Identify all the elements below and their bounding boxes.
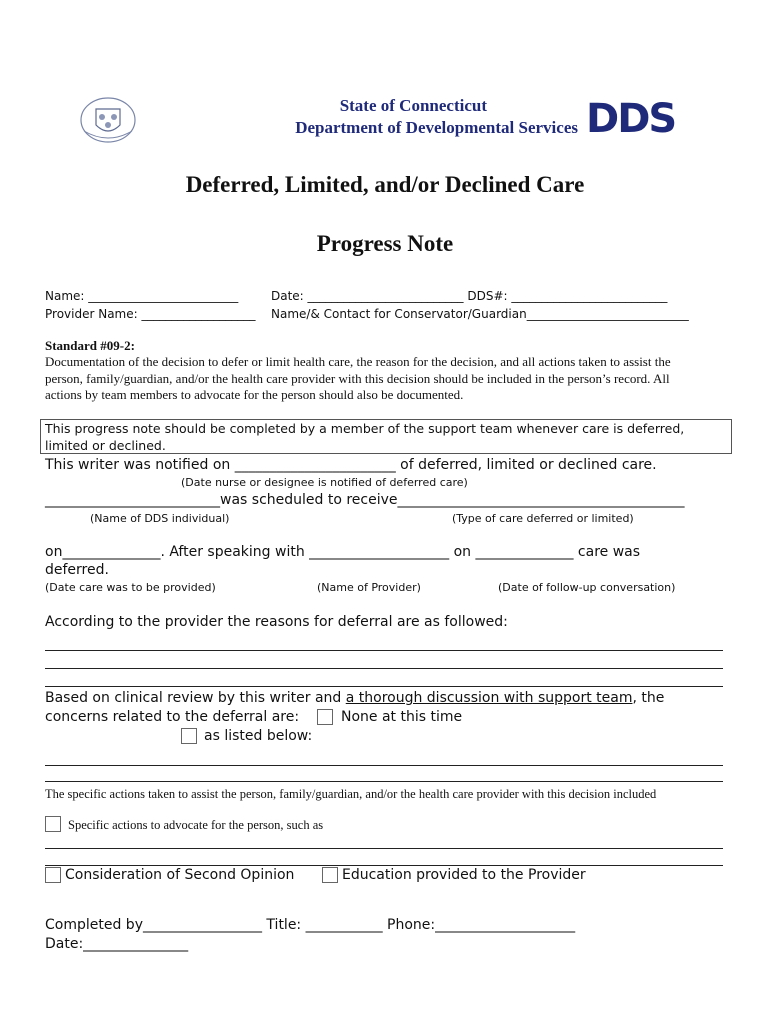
- completed-by-line[interactable]: Completed by_________________ Title: ___________ Phone:____________________: [45, 917, 576, 933]
- dds-logo: [586, 96, 676, 146]
- dds-logo-text: DDS: [586, 96, 676, 142]
- concerns-line-1[interactable]: [45, 765, 723, 766]
- date-dds-field[interactable]: Date: __________________________ DDS#: __________________________: [271, 289, 668, 303]
- clinical-text-b: , the: [632, 690, 665, 706]
- provider-name-field[interactable]: Provider Name: ___________________: [45, 307, 256, 321]
- scheduled-hint-care-type: (Type of care deferred or limited): [452, 512, 634, 525]
- advocate-checkbox[interactable]: [45, 816, 61, 832]
- clinical-line-1: [45, 690, 664, 706]
- reasons-line-1[interactable]: [45, 650, 723, 651]
- form-subtitle: Progress Note: [316, 231, 454, 256]
- speaking-hint-date: (Date care was to be provided): [45, 581, 216, 594]
- guardian-contact-field[interactable]: Name/& Contact for Conservator/Guardian___________________________: [271, 307, 689, 321]
- reasons-line-3[interactable]: [45, 686, 723, 687]
- none-at-this-time-label: None at this time: [341, 709, 463, 725]
- as-listed-below-label: as listed below:: [204, 728, 313, 744]
- standard-text-1: Documentation of the decision to defer or limit health care, the reason for the decision, and all actions taken to assist the: [45, 354, 671, 369]
- standard-text-2: person, family/guardian, and/or the health care provider with this decision should be included in the person’s record. All: [45, 371, 670, 386]
- header-department: Department of Developmental Services: [295, 118, 578, 137]
- speaking-hint-provider: (Name of Provider): [317, 581, 421, 594]
- notice-text-1: This progress note should be completed by a member of the support team whenever care is deferred,: [45, 421, 685, 436]
- standard-text-3: actions by team members to advocate for the person should also be documented.: [45, 387, 464, 402]
- concerns-line-2[interactable]: [45, 781, 723, 782]
- advocate-line-2[interactable]: [45, 865, 723, 866]
- actions-text: The specific actions taken to assist the person, family/guardian, and/or the health care provider with this decision included: [45, 787, 657, 801]
- notice-text-2: limited or declined.: [45, 438, 166, 453]
- form-title: Deferred, Limited, and/or Declined Care: [185, 172, 585, 197]
- speaking-line[interactable]: on______________. After speaking with ____________________ on ______________ care was: [45, 544, 641, 560]
- scheduled-hint-individual: (Name of DDS individual): [90, 512, 230, 525]
- name-field[interactable]: Name: _________________________: [45, 289, 239, 303]
- clinical-line-2: concerns related to the deferral are:: [45, 709, 300, 725]
- none-at-this-time-checkbox[interactable]: [317, 709, 333, 725]
- speaking-line-2: deferred.: [45, 562, 109, 578]
- education-provider-label: Education provided to the Provider: [342, 867, 586, 883]
- scheduled-line[interactable]: _________________________was scheduled to receive_________________________________________: [45, 492, 685, 508]
- as-listed-below-checkbox[interactable]: [181, 728, 197, 744]
- reasons-label: According to the provider the reasons for deferral are as followed:: [45, 614, 508, 630]
- advocate-line-1[interactable]: [45, 848, 723, 849]
- speaking-hint-followup: (Date of follow-up conversation): [498, 581, 676, 594]
- second-opinion-label: Consideration of Second Opinion: [65, 867, 295, 883]
- advocate-label: Specific actions to advocate for the person, such as: [68, 818, 324, 832]
- clinical-text-underlined: a thorough discussion with support team: [345, 690, 633, 706]
- clinical-text-a: Based on clinical review by this writer and: [45, 690, 346, 706]
- reasons-line-2[interactable]: [45, 668, 723, 669]
- standard-label: Standard #09-2:: [45, 338, 135, 353]
- notified-line[interactable]: This writer was notified on _______________________ of deferred, limited or declined care.: [45, 457, 657, 473]
- header-state: State of Connecticut: [339, 96, 487, 115]
- education-provider-checkbox[interactable]: [322, 867, 338, 883]
- second-opinion-checkbox[interactable]: [45, 867, 61, 883]
- notified-hint: (Date nurse or designee is notified of deferred care): [181, 476, 468, 489]
- date-line[interactable]: Date:_______________: [45, 936, 189, 952]
- connecticut-seal-icon: [78, 95, 138, 145]
